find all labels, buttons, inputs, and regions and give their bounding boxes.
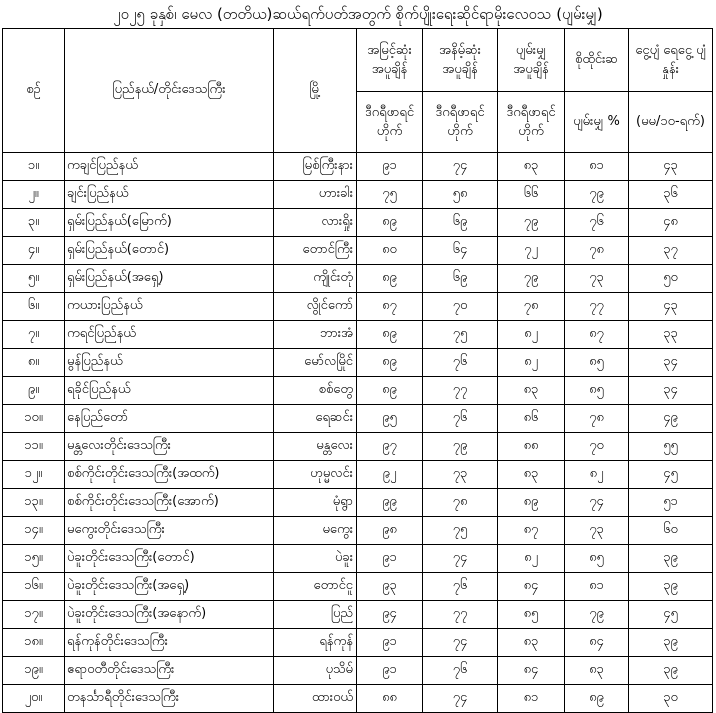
min-temp-cell: ၆၉ bbox=[423, 265, 498, 293]
weather-table bbox=[2, 28, 713, 713]
humidity-cell: ၈၁ bbox=[565, 153, 629, 181]
table-row bbox=[3, 545, 713, 573]
humidity-cell: ၇၇ bbox=[565, 293, 629, 321]
min-temp-cell: ၆၄ bbox=[423, 237, 498, 265]
unit-max-temp: ဒီဂရီဖာရင် ဟိုက် bbox=[357, 92, 423, 153]
evaporation-cell: ၃၄ bbox=[629, 377, 713, 405]
region-cell: စစ်ကိုင်းတိုင်းဒေသကြီး(အောက်) bbox=[65, 489, 274, 517]
row-number: ၉။ bbox=[3, 377, 65, 405]
evaporation-cell: ၃၃ bbox=[629, 321, 713, 349]
region-cell: နေပြည်တော် bbox=[65, 405, 274, 433]
header-humidity: စိုထိုင်းဆ bbox=[565, 29, 629, 92]
min-temp-cell: ၇၇ bbox=[423, 601, 498, 629]
table-row bbox=[3, 657, 713, 685]
row-number: ၁။ bbox=[3, 153, 65, 181]
town-cell: ဘားအံ bbox=[274, 321, 357, 349]
humidity-cell: ၇၄ bbox=[565, 489, 629, 517]
header-town: မြို့ bbox=[274, 29, 357, 153]
town-cell: လွိုင်ကော် bbox=[274, 293, 357, 321]
town-cell: ပြည် bbox=[274, 601, 357, 629]
max-temp-cell: ၉၇ bbox=[357, 433, 423, 461]
humidity-cell: ၈၂ bbox=[565, 461, 629, 489]
min-temp-cell: ၇၆ bbox=[423, 349, 498, 377]
evaporation-cell: ၅၅ bbox=[629, 433, 713, 461]
table-row bbox=[3, 517, 713, 545]
min-temp-cell: ၆၉ bbox=[423, 209, 498, 237]
region-cell: ကချင်ပြည်နယ် bbox=[65, 153, 274, 181]
town-cell: ထားဝယ် bbox=[274, 685, 357, 713]
min-temp-cell: ၇၃ bbox=[423, 461, 498, 489]
min-temp-cell: ၇၄ bbox=[423, 685, 498, 713]
table-title: ၂၀၂၅ ခုနှစ်၊ မေလ (တတိယ)ဆယ်ရက်ပတ်အတွက် စိုက်ပျိုးရေးဆိုင်ရာမိုးလေဝသ (ပျမ်းမျှ) bbox=[113, 5, 603, 23]
evaporation-cell: ၃၄ bbox=[629, 349, 713, 377]
town-cell: ကျိုင်းတုံ bbox=[274, 265, 357, 293]
header-row bbox=[3, 29, 713, 92]
table-row bbox=[3, 489, 713, 517]
max-temp-cell: ၉၂ bbox=[357, 461, 423, 489]
town-cell: ပဲခူး bbox=[274, 545, 357, 573]
max-temp-cell: ၈၀ bbox=[357, 237, 423, 265]
table-row bbox=[3, 461, 713, 489]
min-temp-cell: ၇၉ bbox=[423, 433, 498, 461]
table-row bbox=[3, 181, 713, 209]
region-cell: ရှမ်းပြည်နယ်(မြောက်) bbox=[65, 209, 274, 237]
row-number: ၁၁။ bbox=[3, 433, 65, 461]
table-row bbox=[3, 573, 713, 601]
max-temp-cell: ၈၉ bbox=[357, 265, 423, 293]
humidity-cell: ၈၅ bbox=[565, 377, 629, 405]
avg-temp-cell: ၇၈ bbox=[498, 293, 565, 321]
humidity-cell: ၇၃ bbox=[565, 265, 629, 293]
row-number: ၈။ bbox=[3, 349, 65, 377]
region-cell: မန္တလေးတိုင်းဒေသကြီး bbox=[65, 433, 274, 461]
town-cell: မန္တလေး bbox=[274, 433, 357, 461]
table-row bbox=[3, 405, 713, 433]
town-cell: မုံရွာ bbox=[274, 489, 357, 517]
region-cell: ရှမ်းပြည်နယ်(အရှေ့) bbox=[65, 265, 274, 293]
table-row bbox=[3, 293, 713, 321]
min-temp-cell: ၇၄ bbox=[423, 153, 498, 181]
table-row bbox=[3, 629, 713, 657]
town-cell: တောင်ကြီး bbox=[274, 237, 357, 265]
humidity-cell: ၈၉ bbox=[565, 685, 629, 713]
table-row bbox=[3, 433, 713, 461]
max-temp-cell: ၈၉ bbox=[357, 321, 423, 349]
region-cell: ရခိုင်ပြည်နယ် bbox=[65, 377, 274, 405]
evaporation-cell: ၅၀ bbox=[629, 265, 713, 293]
region-cell: ချင်းပြည်နယ် bbox=[65, 181, 274, 209]
unit-min-temp: ဒီဂရီဖာရင် ဟိုက် bbox=[423, 92, 498, 153]
max-temp-cell: ၉၄ bbox=[357, 601, 423, 629]
min-temp-cell: ၇၇ bbox=[423, 377, 498, 405]
row-number: ၁၅။ bbox=[3, 545, 65, 573]
row-number: ၇။ bbox=[3, 321, 65, 349]
region-cell: စစ်ကိုင်းတိုင်းဒေသကြီး(အထက်) bbox=[65, 461, 274, 489]
min-temp-cell: ၇၆ bbox=[423, 657, 498, 685]
region-cell: ပဲခူးတိုင်းဒေသကြီး(အရှေ့) bbox=[65, 573, 274, 601]
avg-temp-cell: ၇၉ bbox=[498, 209, 565, 237]
evaporation-cell: ၄၅ bbox=[629, 461, 713, 489]
evaporation-cell: ၆၀ bbox=[629, 517, 713, 545]
avg-temp-cell: ၈၃ bbox=[498, 377, 565, 405]
humidity-cell: ၈၇ bbox=[565, 321, 629, 349]
avg-temp-cell: ၈၃ bbox=[498, 461, 565, 489]
region-cell: ပဲခူးတိုင်းဒေသကြီး(တောင်) bbox=[65, 545, 274, 573]
max-temp-cell: ၉၃ bbox=[357, 573, 423, 601]
humidity-cell: ၇၉ bbox=[565, 181, 629, 209]
avg-temp-cell: ၇၉ bbox=[498, 265, 565, 293]
humidity-cell: ၇၈ bbox=[565, 237, 629, 265]
unit-avg-temp: ဒီဂရီဖာရင် ဟိုက် bbox=[498, 92, 565, 153]
max-temp-cell: ၈၉ bbox=[357, 349, 423, 377]
max-temp-cell: ၈၉ bbox=[357, 377, 423, 405]
row-number: ၁၀။ bbox=[3, 405, 65, 433]
avg-temp-cell: ၇၂ bbox=[498, 237, 565, 265]
table-row bbox=[3, 153, 713, 181]
town-cell: မကွေး bbox=[274, 517, 357, 545]
row-number: ၂။ bbox=[3, 181, 65, 209]
header-region: ပြည်နယ်/တိုင်းဒေသကြီး bbox=[65, 29, 274, 153]
table-row bbox=[3, 349, 713, 377]
evaporation-cell: ၃၉ bbox=[629, 657, 713, 685]
max-temp-cell: ၉၅ bbox=[357, 405, 423, 433]
max-temp-cell: ၉၈ bbox=[357, 517, 423, 545]
humidity-cell: ၈၅ bbox=[565, 349, 629, 377]
min-temp-cell: ၅၈ bbox=[423, 181, 498, 209]
evaporation-cell: ၃၉ bbox=[629, 629, 713, 657]
min-temp-cell: ၇၄ bbox=[423, 629, 498, 657]
row-number: ၂၀။ bbox=[3, 685, 65, 713]
min-temp-cell: ၇၄ bbox=[423, 545, 498, 573]
town-cell: ပုသိမ် bbox=[274, 657, 357, 685]
row-number: ၁၆။ bbox=[3, 573, 65, 601]
max-temp-cell: ၉၁ bbox=[357, 629, 423, 657]
evaporation-cell: ၃၇ bbox=[629, 237, 713, 265]
row-number: ၆။ bbox=[3, 293, 65, 321]
avg-temp-cell: ၈၁ bbox=[498, 685, 565, 713]
row-number: ၄။ bbox=[3, 237, 65, 265]
max-temp-cell: ၉၁ bbox=[357, 545, 423, 573]
humidity-cell: ၇၉ bbox=[565, 601, 629, 629]
row-number: ၁၇။ bbox=[3, 601, 65, 629]
avg-temp-cell: ၆၆ bbox=[498, 181, 565, 209]
avg-temp-cell: ၈၂ bbox=[498, 321, 565, 349]
max-temp-cell: ၈၈ bbox=[357, 685, 423, 713]
avg-temp-cell: ၈၄ bbox=[498, 573, 565, 601]
avg-temp-cell: ၈၉ bbox=[498, 489, 565, 517]
evaporation-cell: ၄၈ bbox=[629, 209, 713, 237]
town-cell: ဟုမ္မလင်း bbox=[274, 461, 357, 489]
max-temp-cell: ၈၉ bbox=[357, 209, 423, 237]
min-temp-cell: ၇၆ bbox=[423, 573, 498, 601]
evaporation-cell: ၃၀ bbox=[629, 685, 713, 713]
min-temp-cell: ၇၆ bbox=[423, 405, 498, 433]
town-cell: မော်လမြိုင် bbox=[274, 349, 357, 377]
avg-temp-cell: ၈၄ bbox=[498, 657, 565, 685]
row-number: ၃။ bbox=[3, 209, 65, 237]
town-cell: တောင်ငူ bbox=[274, 573, 357, 601]
town-cell: စစ်တွေ bbox=[274, 377, 357, 405]
evaporation-cell: ၄၃ bbox=[629, 153, 713, 181]
evaporation-cell: ၄၅ bbox=[629, 601, 713, 629]
max-temp-cell: ၉၉ bbox=[357, 489, 423, 517]
evaporation-cell: ၃၉ bbox=[629, 573, 713, 601]
town-cell: ရေဆင်း bbox=[274, 405, 357, 433]
row-number: ၁၃။ bbox=[3, 489, 65, 517]
min-temp-cell: ၇၅ bbox=[423, 517, 498, 545]
humidity-cell: ၈၁ bbox=[565, 573, 629, 601]
region-cell: မွန်ပြည်နယ် bbox=[65, 349, 274, 377]
town-cell: လားရှိုး bbox=[274, 209, 357, 237]
table-row bbox=[3, 601, 713, 629]
header-no: စဉ် bbox=[3, 29, 65, 153]
row-number: ၁၉။ bbox=[3, 657, 65, 685]
row-number: ၁၈။ bbox=[3, 629, 65, 657]
avg-temp-cell: ၈၂ bbox=[498, 349, 565, 377]
region-cell: တနင်္သာရီတိုင်းဒေသကြီး bbox=[65, 685, 274, 713]
avg-temp-cell: ၈၅ bbox=[498, 601, 565, 629]
header-evaporation: ငွေ့ပျံ ရေငွေ့ ပျံနှုန်း bbox=[629, 29, 713, 92]
region-cell: ပဲခူးတိုင်းဒေသကြီး(အနောက်) bbox=[65, 601, 274, 629]
row-number: ၅။ bbox=[3, 265, 65, 293]
header-min-temp: အနိမ့်ဆုံး အပူချိန် bbox=[423, 29, 498, 92]
town-cell: ရန်ကုန် bbox=[274, 629, 357, 657]
avg-temp-cell: ၈၂ bbox=[498, 545, 565, 573]
region-cell: ကယားပြည်နယ် bbox=[65, 293, 274, 321]
row-number: ၁၂။ bbox=[3, 461, 65, 489]
town-cell: မြစ်ကြီးနား bbox=[274, 153, 357, 181]
region-cell: ဧရာဝတီတိုင်းဒေသကြီး bbox=[65, 657, 274, 685]
humidity-cell: ၈၃ bbox=[565, 657, 629, 685]
avg-temp-cell: ၈၈ bbox=[498, 433, 565, 461]
table-row bbox=[3, 237, 713, 265]
evaporation-cell: ၄၃ bbox=[629, 293, 713, 321]
max-temp-cell: ၉၁ bbox=[357, 657, 423, 685]
humidity-cell: ၈၄ bbox=[565, 629, 629, 657]
region-cell: ကရင်ပြည်နယ် bbox=[65, 321, 274, 349]
avg-temp-cell: ၈၆ bbox=[498, 405, 565, 433]
row-number: ၁၄။ bbox=[3, 517, 65, 545]
evaporation-cell: ၃၉ bbox=[629, 545, 713, 573]
header-avg-temp: ပျမ်းမျှ အပူချိန် bbox=[498, 29, 565, 92]
evaporation-cell: ၄၉ bbox=[629, 405, 713, 433]
max-temp-cell: ၉၁ bbox=[357, 153, 423, 181]
table-row bbox=[3, 685, 713, 713]
avg-temp-cell: ၈၃ bbox=[498, 153, 565, 181]
humidity-cell: ၇၆ bbox=[565, 209, 629, 237]
unit-humidity: ပျမ်းမျှ % bbox=[565, 92, 629, 153]
humidity-cell: ၇၃ bbox=[565, 517, 629, 545]
header-max-temp: အမြင့်ဆုံး အပူချိန် bbox=[357, 29, 423, 92]
humidity-cell: ၇၈ bbox=[565, 405, 629, 433]
table-row bbox=[3, 321, 713, 349]
region-cell: ရှမ်းပြည်နယ်(တောင်) bbox=[65, 237, 274, 265]
humidity-cell: ၈၅ bbox=[565, 545, 629, 573]
avg-temp-cell: ၈၇ bbox=[498, 517, 565, 545]
humidity-cell: ၇၀ bbox=[565, 433, 629, 461]
table-row bbox=[3, 209, 713, 237]
max-temp-cell: ၈၇ bbox=[357, 293, 423, 321]
unit-evaporation: (မမ/၁၀-ရက်) bbox=[629, 92, 713, 153]
evaporation-cell: ၅၁ bbox=[629, 489, 713, 517]
town-cell: ဟားခါး bbox=[274, 181, 357, 209]
min-temp-cell: ၇၀ bbox=[423, 293, 498, 321]
region-cell: မကွေးတိုင်းဒေသကြီး bbox=[65, 517, 274, 545]
avg-temp-cell: ၈၃ bbox=[498, 629, 565, 657]
min-temp-cell: ၇၅ bbox=[423, 321, 498, 349]
table-row bbox=[3, 265, 713, 293]
max-temp-cell: ၇၅ bbox=[357, 181, 423, 209]
evaporation-cell: ၃၆ bbox=[629, 181, 713, 209]
min-temp-cell: ၇၈ bbox=[423, 489, 498, 517]
region-cell: ရန်ကုန်တိုင်းဒေသကြီး bbox=[65, 629, 274, 657]
table-row bbox=[3, 377, 713, 405]
